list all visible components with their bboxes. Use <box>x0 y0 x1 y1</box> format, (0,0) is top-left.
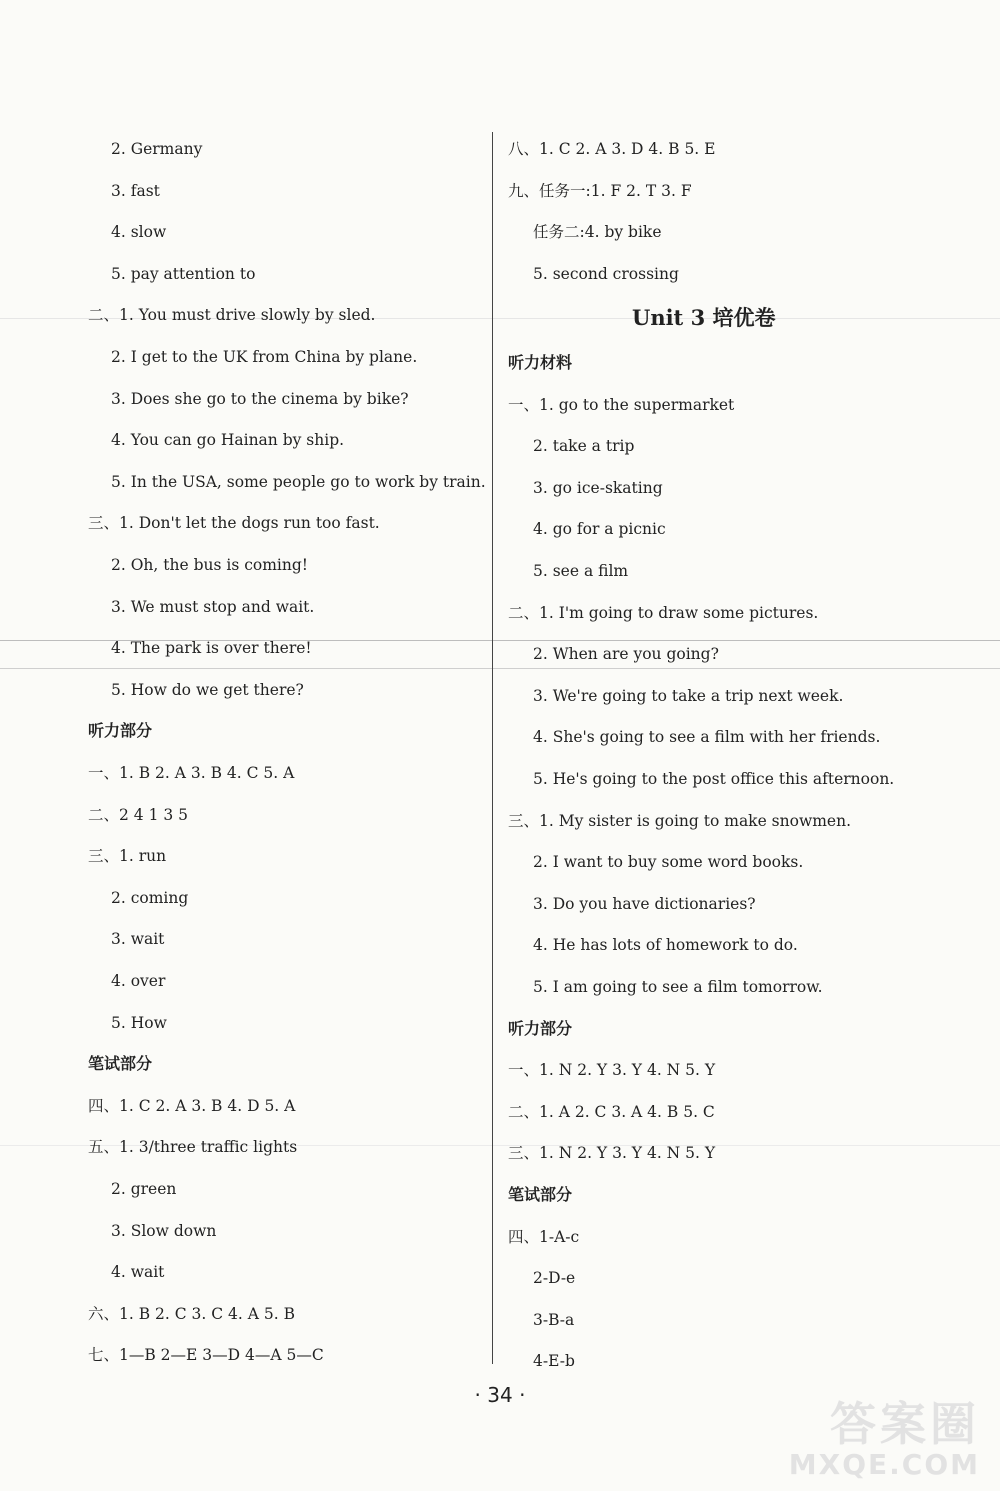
section-heading: 笔试部分 <box>88 1054 153 1074</box>
answer-line: 4-E-b <box>533 1352 575 1371</box>
answer-line: 七、1—B 2—E 3—D 4—A 5—C <box>88 1346 324 1365</box>
answer-line: 2-D-e <box>533 1269 576 1288</box>
answer-line: 2. I want to buy some word books. <box>533 853 804 872</box>
answer-line: 3. wait <box>111 930 165 949</box>
answer-line: 2. green <box>111 1180 177 1198</box>
answer-line: 5. He's going to the post office this afternoon. <box>533 770 895 788</box>
answer-line: 二、2 4 1 3 5 <box>88 805 189 824</box>
answer-line: 任务二:4. by bike <box>533 223 662 242</box>
answer-line: 2. Oh, the bus is coming! <box>111 556 308 574</box>
answer-line: 3. We must stop and wait. <box>111 597 315 616</box>
answer-line: 三、1. N 2. Y 3. Y 4. N 5. Y <box>508 1144 716 1163</box>
answer-line: 4. go for a picnic <box>533 520 666 539</box>
answer-line: 二、1. A 2. C 3. A 4. B 5. C <box>508 1102 715 1121</box>
answer-line: 4. She's going to see a film with her friends. <box>533 728 881 747</box>
answer-line: 三、1. My sister is going to make snowmen. <box>508 811 851 830</box>
answer-line: 4. The park is over there! <box>111 639 312 658</box>
section-title: Unit 3 培优卷 <box>632 305 776 330</box>
answer-line: 5. see a film <box>533 562 629 580</box>
page-number: · 34 · <box>474 1383 526 1407</box>
answer-line: 5. second crossing <box>533 264 679 283</box>
answer-line: 4. You can go Hainan by ship. <box>111 431 345 450</box>
answer-line: 九、任务一:1. F 2. T 3. F <box>508 181 692 200</box>
watermark-top: 答案圈 <box>830 1397 980 1451</box>
answer-line: 六、1. B 2. C 3. C 4. A 5. B <box>88 1304 295 1323</box>
answer-line: 2. I get to the UK from China by plane. <box>111 348 418 366</box>
watermark-logo <box>789 1399 980 1481</box>
answer-line: 2. When are you going? <box>533 645 719 664</box>
answer-line: 5. How do we get there? <box>111 680 304 699</box>
answer-line: 一、1. B 2. A 3. B 4. C 5. A <box>88 764 295 782</box>
answer-line: 3. fast <box>111 181 160 200</box>
answer-line: 5. How <box>111 1013 167 1032</box>
section-heading: 听力部分 <box>508 1018 573 1038</box>
answer-line: 3. Slow down <box>111 1221 217 1240</box>
answer-line: 4. He has lots of homework to do. <box>533 936 798 955</box>
answer-line: 三、1. run <box>88 847 167 866</box>
answer-line: 一、1. N 2. Y 3. Y 4. N 5. Y <box>508 1061 716 1080</box>
answer-line: 五、1. 3/three traffic lights <box>88 1138 298 1157</box>
answer-line: 3-B-a <box>533 1310 575 1329</box>
answer-line: 2. take a trip <box>533 437 635 456</box>
answer-line: 二、1. I'm going to draw some pictures. <box>508 603 819 622</box>
answer-line: 2. coming <box>111 888 189 907</box>
answer-line: 3. Do you have dictionaries? <box>533 894 756 913</box>
answer-line: 4. wait <box>111 1263 165 1282</box>
answer-line: 3. go ice-skating <box>533 478 663 497</box>
answer-line: 4. slow <box>111 223 167 242</box>
scan-line-3 <box>0 668 1000 669</box>
answer-line: 5. I am going to see a film tomorrow. <box>533 978 823 996</box>
answer-line: 3. Does she go to the cinema by bike? <box>111 389 409 408</box>
answer-line: 四、1. C 2. A 3. B 4. D 5. A <box>88 1096 296 1115</box>
answer-line: 三、1. Don't let the dogs run too fast. <box>88 514 380 533</box>
answer-line: 5. In the USA, some people go to work by train. <box>111 472 486 491</box>
answer-line: 4. over <box>111 972 166 990</box>
answer-line: 二、1. You must drive slowly by sled. <box>88 306 376 325</box>
section-heading: 听力材料 <box>508 353 573 372</box>
section-heading: 听力部分 <box>88 721 153 741</box>
watermark-bottom: MXQE.COM <box>788 1448 980 1481</box>
section-heading: 笔试部分 <box>508 1185 573 1204</box>
answer-line: 一、1. go to the supermarket <box>508 395 735 414</box>
answer-line: 5. pay attention to <box>111 264 256 283</box>
column-divider <box>492 132 493 1364</box>
answer-line: 2. Germany <box>111 140 203 158</box>
answer-line: 3. We're going to take a trip next week. <box>533 686 844 705</box>
answer-line: 八、1. C 2. A 3. D 4. B 5. E <box>508 140 716 158</box>
answer-line: 四、1-A-c <box>508 1227 580 1246</box>
